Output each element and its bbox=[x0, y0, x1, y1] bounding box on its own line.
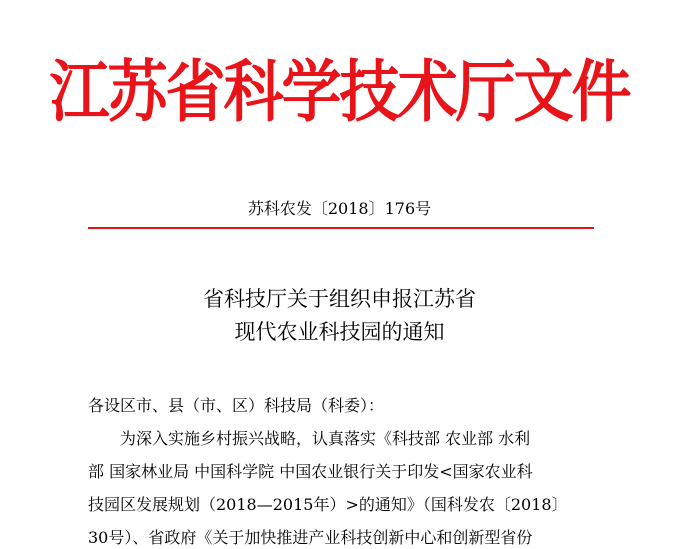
document-header: 江苏省科学技术厅文件 bbox=[49, 53, 630, 132]
header-divider bbox=[88, 227, 594, 229]
document-number: 苏科农发〔2018〕176号 bbox=[247, 199, 432, 218]
body-line-4: 30号）、省政府《关于加快推进产业科技创新中心和创新型省份 bbox=[88, 528, 533, 547]
body-line-1: 为深入实施乡村振兴战略，认真落实《科技部 农业部 水利 bbox=[120, 429, 531, 448]
document-title-line-2: 现代农业科技园的通知 bbox=[234, 320, 445, 344]
salutation: 各设区市、县（市、区）科技局（科委）： bbox=[88, 396, 385, 415]
document-title-line-1: 省科技厅关于组织申报江苏省 bbox=[203, 287, 476, 311]
body-line-3: 技园区发展规划（2018—2015年）>的通知》（国科发农〔2018〕 bbox=[88, 495, 568, 514]
body-line-2: 部 国家林业局 中国科学院 中国农业银行关于印发<国家农业科 bbox=[88, 462, 533, 481]
